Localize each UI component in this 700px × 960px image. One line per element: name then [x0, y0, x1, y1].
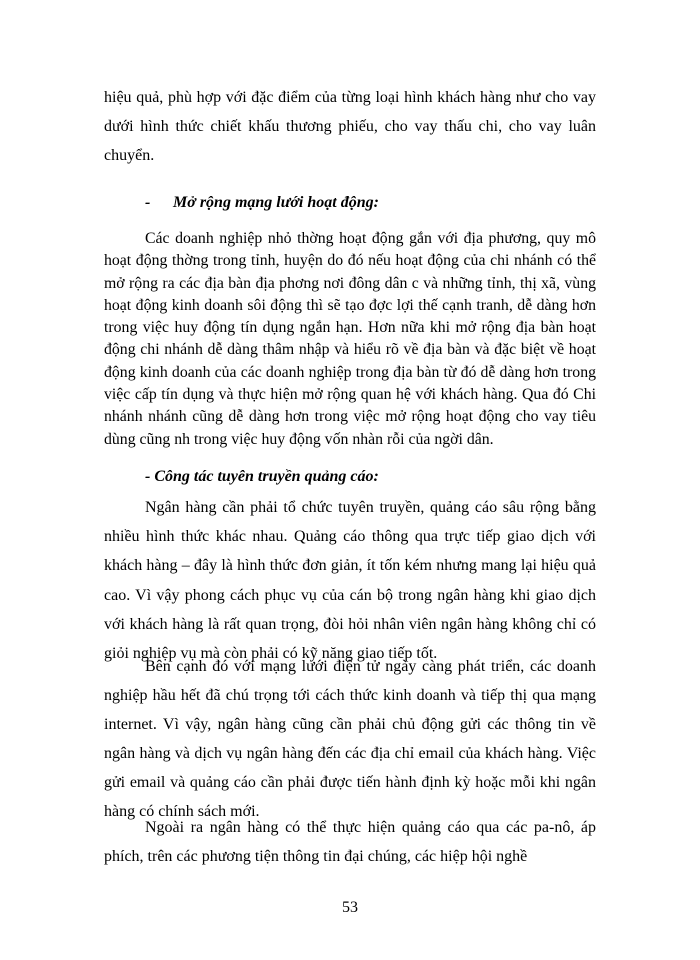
- heading-dash: -: [145, 194, 151, 211]
- paragraph-1: hiệu quả, phù hợp với đặc điểm của từng loại hình khách hàng như cho vay dưới hình thức chiết khấu thương phiếu, cho vay thấu chi, cho vay luân chuyển.: [104, 89, 596, 164]
- paragraph-4: Bên cạnh đó với mạng lưới điện tử ngày càng phát triển, các doanh nghiệp hầu hết đã chú trọng tới cách thức kinh doanh và tiếp thị qua mạng internet. Vì vậy, ngân hàng cũng cần phải chủ động gửi các thông tin về ngân hàng và dịch vụ ngân hàng đến các địa chỉ email của khách hàng. Việc gửi email và quảng cáo cần phải được tiến hành định kỳ hoặc mỗi khi ngân hàng có chính sách mới.: [104, 658, 596, 820]
- section-heading-advertising: - Công tác tuyên truyền quảng cáo:: [145, 468, 379, 485]
- section-heading-expand-network: [145, 193, 379, 213]
- paragraph-5: Ngoài ra ngân hàng có thể thực hiện quảng cáo qua các pa-nô, áp phích, trên các phương tiện thông tin đại chúng, các hiệp hội nghề: [104, 819, 596, 865]
- paragraph-2: Các doanh nghiệp nhỏ thờng hoạt động gắn với địa phương, quy mô hoạt động thờng trong tỉnh, huyện do đó nếu hoạt động của chi nhánh có thể mở rộng ra các địa bàn địa phơng nơi đông dân c và những tỉnh, thị xã, vùng hoạt động kinh doanh sôi động thì sẽ tạo đợc lợi thế cạnh tranh, dễ dàng hơn trong việc huy động tín dụng ngắn hạn. Hơn nữa khi mở rộng địa bàn hoạt động chi nhánh dễ dàng thâm nhập và hiểu rõ về địa bàn và đặc biệt về hoạt động kinh doanh của các doanh nghiệp trong địa bàn từ đó dễ dàng hơn trong việc cấp tín dụng và thực hiện mở rộng quan hệ với khách hàng. Qua đó Chi nhánh nhánh cũng dễ dàng hơn trong việc mở rộng hoạt động cho vay tiêu dùng cũng nh trong việc huy động vốn nhàn rỗi của ngời dân.: [104, 230, 596, 448]
- page-number: 53: [342, 899, 358, 916]
- heading-text: Mở rộng mạng lưới hoạt động:: [173, 194, 379, 211]
- paragraph-3: Ngân hàng cần phải tổ chức tuyên truyền, quảng cáo sâu rộng bằng nhiều hình thức khác nhau. Quảng cáo thông qua trực tiếp giao dịch với khách hàng – đây là hình thức đơn giản, ít tốn kém nhưng mang lại hiệu quả cao. Vì vậy phong cách phục vụ của cán bộ trong ngân hàng khi giao dịch với khách hàng là rất quan trọng, đòi hỏi nhân viên ngân hàng không chỉ có giỏi nghiệp vụ mà còn phải có kỹ năng giao tiếp tốt.: [104, 499, 596, 663]
